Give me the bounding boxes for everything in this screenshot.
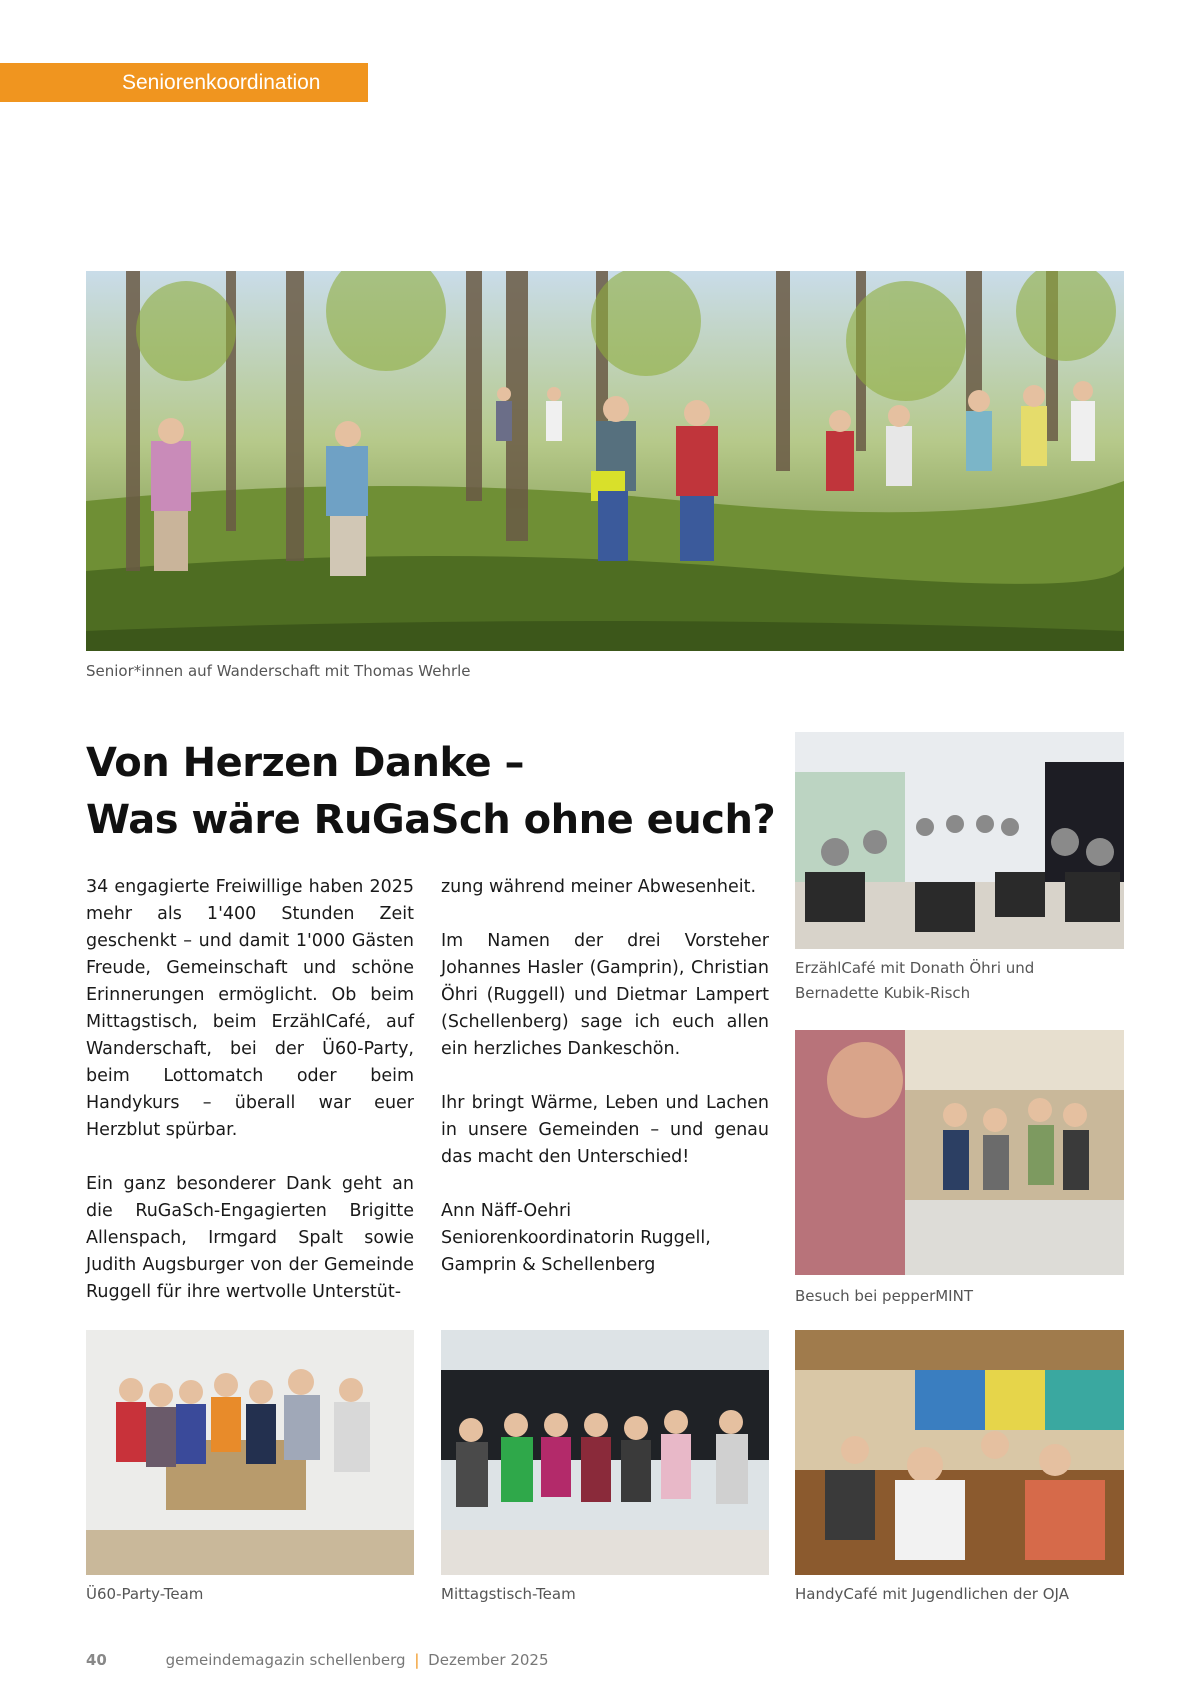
issue-date: Dezember 2025 (428, 1651, 549, 1669)
paragraph: Ihr bringt Wärme, Leben und Lachen in unsere Gemeinden – und genau das macht den Unterschied! (441, 1093, 769, 1167)
article-column-1 (86, 874, 414, 1306)
paragraph: zung während meiner Abwesenheit. (441, 877, 757, 897)
headline-line-2: Was wäre RuGaSch ohne euch? (86, 797, 776, 843)
magazine-name: gemeindemagazin schellenberg (165, 1651, 406, 1669)
page-footer (86, 1651, 549, 1669)
signature (441, 1198, 769, 1279)
photo-u60-party-team (86, 1330, 414, 1575)
article-headline (86, 735, 786, 849)
handycafe-caption: HandyCafé mit Jugendlichen der OJA (795, 1585, 1069, 1603)
signature-role: Gamprin & Schellenberg (441, 1255, 656, 1275)
page-number: 40 (86, 1651, 107, 1669)
peppermint-caption: Besuch bei pepperMINT (795, 1287, 973, 1305)
hero-caption: Senior*innen auf Wanderschaft mit Thomas Wehrle (86, 662, 471, 680)
headline-line-1: Von Herzen Danke – (86, 740, 525, 786)
footer-divider: | (414, 1651, 420, 1669)
article-column-2 (441, 874, 769, 1279)
erzaehlcafe-caption: ErzählCafé mit Donath Öhri und Bernadette Kubik-Risch (795, 959, 1035, 1002)
photo-mittagstisch-team (441, 1330, 769, 1575)
u60-caption: Ü60-Party-Team (86, 1585, 204, 1603)
photo-erzaehlcafe (795, 732, 1124, 949)
photo-peppermint (795, 1030, 1124, 1275)
section-label: Seniorenkoordination (0, 63, 368, 102)
paragraph: Ein ganz besonderer Dank geht an die RuGaSch-Engagierten Brigitte Allenspach, Irmgard Spalt sowie Judith Augsburger von der Gemeinde Ruggell für ihre wertvolle Unterstüt- (86, 1174, 414, 1302)
paragraph: 34 engagierte Freiwillige haben 2025 mehr als 1'400 Stunden Zeit geschenkt – und damit 1'000 Gästen Freude, Gemeinschaft und schöne Erinnerungen ermöglicht. Ob beim Mittagstisch, beim ErzählCafé, auf Wanderschaft, bei der Ü60-Party, beim Lottomatch oder beim Handykurs – überall war euer Herzblut spürbar. (86, 877, 414, 1140)
signature-name: Ann Näff-Oehri (441, 1201, 572, 1221)
photo-handycafe (795, 1330, 1124, 1575)
signature-role: Seniorenkoordinatorin Ruggell, (441, 1228, 711, 1248)
hero-photo-hiking (86, 271, 1124, 651)
paragraph: Im Namen der drei Vorsteher Johannes Hasler (Gamprin), Christian Öhri (Ruggell) und Dietmar Lampert (Schellenberg) sage ich euch allen ein herzliches Dankeschön. (441, 931, 769, 1059)
mittagstisch-caption: Mittagstisch-Team (441, 1585, 576, 1603)
